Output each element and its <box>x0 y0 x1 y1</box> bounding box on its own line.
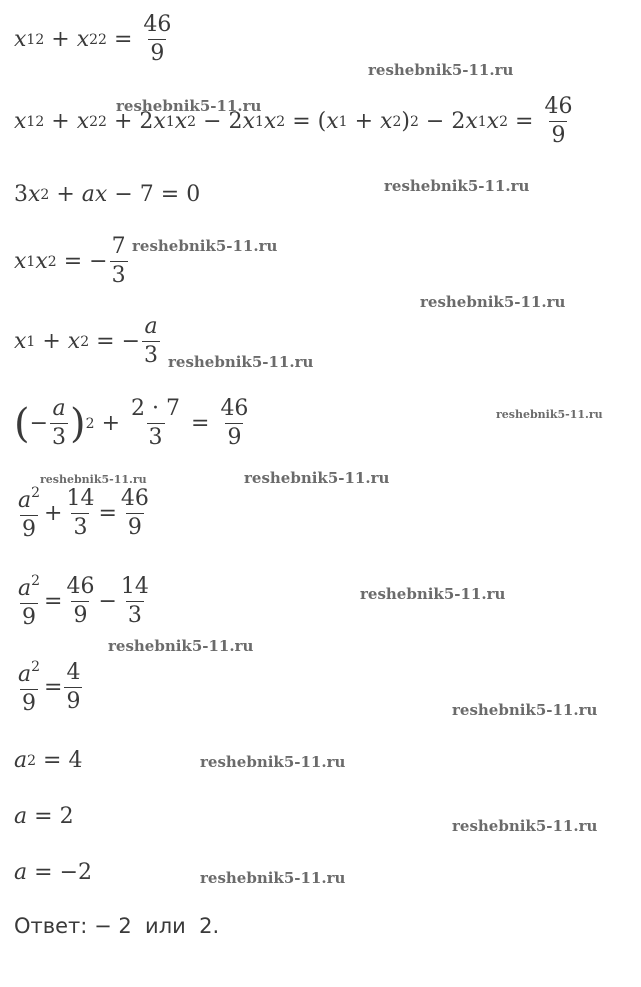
watermark: reshebnik5-11.ru <box>200 869 346 887</box>
watermark: reshebnik5-11.ru <box>452 701 598 719</box>
watermark: reshebnik5-11.ru <box>368 61 514 79</box>
equation-9: $\frac{a^2}{9}$ = $\frac{4}{9}$ <box>18 659 81 716</box>
answer-label: Ответ: <box>14 914 88 938</box>
watermark: reshebnik5-11.ru <box>108 637 254 655</box>
watermark: reshebnik5-11.ru <box>496 408 603 421</box>
fraction: $\frac{46}{9}$ <box>143 12 172 66</box>
watermark: reshebnik5-11.ru <box>360 585 506 603</box>
watermark: reshebnik5-11.ru <box>384 177 530 195</box>
watermark: reshebnik5-11.ru <box>244 469 390 487</box>
watermark: reshebnik5-11.ru <box>168 353 314 371</box>
equation-1: x 1 2 + x 2 2 = $\frac{46}{9}$ <box>14 12 172 66</box>
answer-line <box>14 914 219 938</box>
equation-11: a = 2 <box>14 804 74 829</box>
equation-10: a 2 = 4 <box>14 748 83 773</box>
equation-3: 3 x 2 + a x − 7 = 0 <box>14 182 201 207</box>
watermark: reshebnik5-11.ru <box>116 97 262 115</box>
watermark: reshebnik5-11.ru <box>200 753 346 771</box>
watermark: reshebnik5-11.ru <box>132 237 278 255</box>
equation-8: $\frac{a^2}{9}$ = $\frac{46}{9}$ − $\frac{14}{3}$ <box>18 573 149 630</box>
equation-4: x 1 x 2 = − $\frac{7}{3}$ <box>14 234 126 288</box>
watermark: reshebnik5-11.ru <box>40 473 147 486</box>
equation-6: ( − $\frac{a}{3}$ ) 2 + $\frac{2 \cdot 7}{3}$ = $\frac{46}{9}$ <box>14 396 249 450</box>
equation-5: x 1 + x 2 = − $\frac{a}{3}$ <box>14 314 158 368</box>
answer-value: − 2 или 2. <box>94 914 220 938</box>
equation-7: $\frac{a^2}{9}$ + $\frac{14}{3}$ = $\frac{46}{9}$ <box>18 485 149 542</box>
watermark: reshebnik5-11.ru <box>452 817 598 835</box>
equation-2: x 1 2 + x 2 2 + 2 x 1 x 2 − 2 x 1 x 2 = ( x 1 + x 2 ) 2 − 2 x 1 x 2 = $\frac{46}{9}$ <box>14 94 573 148</box>
equation-12: a = − 2 <box>14 860 92 885</box>
watermark: reshebnik5-11.ru <box>420 293 566 311</box>
